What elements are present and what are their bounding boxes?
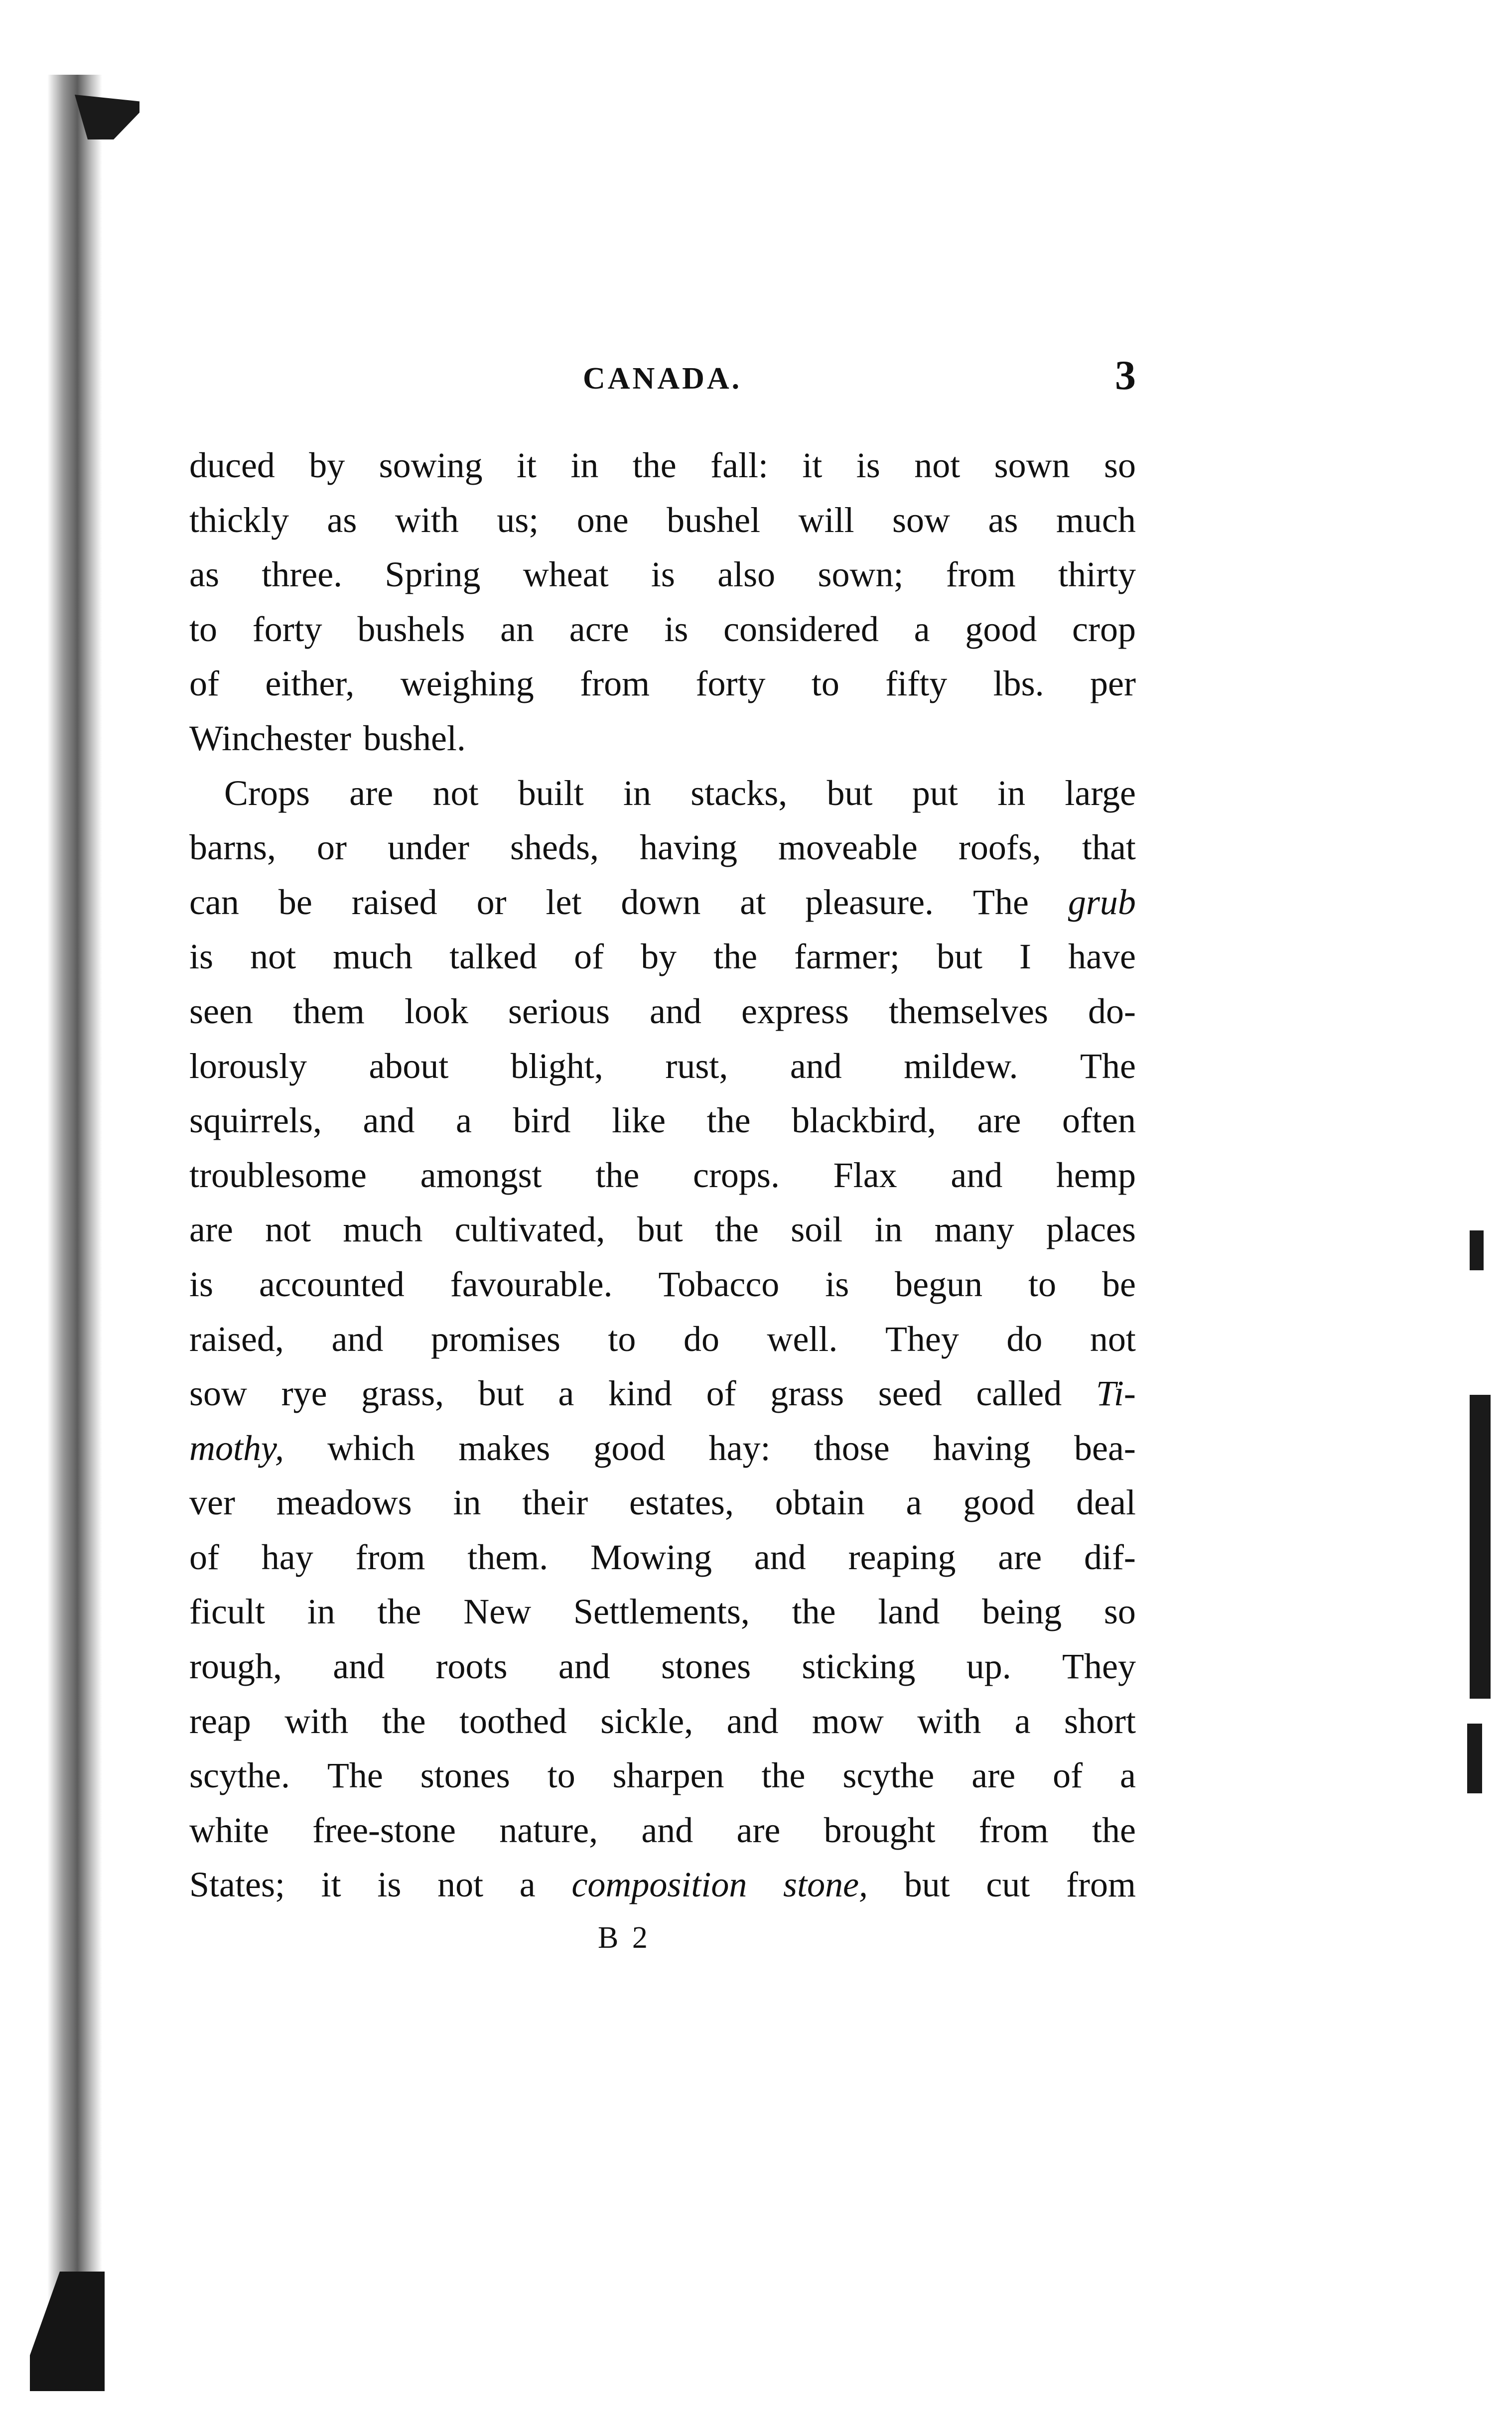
word: weighing — [400, 664, 534, 704]
word: Crops — [224, 773, 310, 813]
word: are — [998, 1537, 1042, 1577]
word: is — [825, 1264, 849, 1304]
word: are — [736, 1810, 781, 1850]
word: of — [706, 1373, 736, 1414]
word: to — [811, 664, 839, 704]
word: sharpen — [612, 1755, 724, 1796]
word: Mowing — [590, 1537, 712, 1577]
word: pleasure. — [805, 882, 934, 922]
word: Tobacco — [658, 1264, 780, 1304]
text-line — [189, 1421, 1136, 1476]
word: it — [802, 445, 823, 485]
word: per — [1090, 664, 1136, 704]
word: blackbird, — [792, 1100, 937, 1141]
word: reap — [189, 1701, 251, 1741]
word: crop — [1072, 609, 1136, 649]
word: sow — [892, 500, 951, 540]
word: thickly — [189, 500, 289, 540]
word: meadows — [276, 1482, 412, 1523]
word: with — [917, 1701, 981, 1741]
word: express — [741, 991, 849, 1031]
word: duced — [189, 445, 275, 485]
word: the — [632, 445, 677, 485]
word: hay — [261, 1537, 313, 1577]
word: well. — [767, 1319, 838, 1359]
word: by — [309, 445, 345, 485]
word: the — [713, 937, 758, 977]
word: but — [937, 937, 983, 977]
word: grass — [770, 1373, 844, 1414]
word: a — [558, 1373, 574, 1414]
word: in — [874, 1210, 903, 1250]
word: a — [1014, 1701, 1031, 1741]
text-line — [189, 930, 1136, 984]
word: in — [623, 773, 652, 813]
word: do- — [1088, 991, 1136, 1031]
word: that — [1082, 827, 1136, 868]
text-line — [189, 1749, 1136, 1803]
text-line — [189, 1803, 1136, 1858]
word: are — [977, 1100, 1021, 1141]
word: often — [1062, 1100, 1136, 1141]
text-line — [189, 1093, 1136, 1148]
word: States; — [189, 1865, 285, 1905]
text-line — [189, 1858, 1136, 1912]
word: a — [914, 609, 930, 649]
text-line — [189, 547, 1136, 602]
word: white — [189, 1810, 269, 1850]
text-line — [189, 1476, 1136, 1530]
word: forty — [695, 664, 766, 704]
word: dif- — [1084, 1537, 1136, 1577]
bleed-through-mark — [1467, 1724, 1482, 1793]
word: the — [761, 1755, 806, 1796]
word: of — [574, 937, 604, 977]
word: cultivated, — [454, 1210, 605, 1250]
word: short — [1064, 1701, 1136, 1741]
word: bushels — [357, 609, 465, 649]
word: sown — [994, 445, 1070, 485]
word: scythe — [842, 1755, 935, 1796]
word: or — [316, 827, 347, 868]
text-line — [189, 438, 1136, 493]
word: good — [593, 1428, 666, 1468]
word: Winchester — [189, 718, 351, 758]
word: land — [878, 1592, 940, 1632]
word: of — [1053, 1755, 1083, 1796]
word: farmer; — [794, 937, 900, 977]
word: them. — [467, 1537, 549, 1577]
word: having — [933, 1428, 1031, 1468]
word: roots — [435, 1646, 508, 1687]
word: mildew. — [904, 1046, 1018, 1086]
word: grass, — [361, 1373, 444, 1414]
word: from — [355, 1537, 425, 1577]
word: from — [946, 554, 1016, 595]
word: look — [404, 991, 468, 1031]
word: to — [189, 609, 218, 649]
word: in — [307, 1592, 335, 1632]
text-line — [189, 766, 1136, 821]
word: at — [740, 882, 766, 922]
word: troublesome — [189, 1155, 367, 1195]
word: the — [382, 1701, 426, 1741]
word: of — [189, 664, 219, 704]
text-line — [189, 711, 1136, 766]
text-line — [189, 1039, 1136, 1094]
word: obtain — [775, 1482, 865, 1523]
word: nature, — [499, 1810, 598, 1850]
word: bea- — [1074, 1428, 1136, 1468]
word: put — [912, 773, 958, 813]
word: or — [476, 882, 507, 922]
word: three. — [262, 554, 343, 595]
word: and — [363, 1100, 415, 1141]
word: Flax — [833, 1155, 897, 1195]
text-line — [189, 875, 1136, 930]
word: in — [997, 773, 1026, 813]
word: also — [717, 554, 776, 595]
word: kind — [608, 1373, 672, 1414]
word: reaping — [848, 1537, 956, 1577]
word: to — [547, 1755, 575, 1796]
word: ver — [189, 1482, 235, 1523]
word: from — [978, 1810, 1049, 1850]
word: mothy, — [189, 1428, 284, 1468]
word: it — [321, 1865, 341, 1905]
word: cut — [986, 1865, 1030, 1905]
word: to — [1028, 1264, 1057, 1304]
bleed-through-mark — [1470, 1230, 1484, 1270]
text-line — [189, 657, 1136, 711]
word: squirrels, — [189, 1100, 322, 1141]
word: the — [715, 1210, 759, 1250]
word: and — [726, 1701, 779, 1741]
word: hemp — [1056, 1155, 1136, 1195]
word: wheat — [523, 554, 609, 595]
word: sown; — [818, 554, 904, 595]
word: by — [641, 937, 677, 977]
page-number: 3 — [1115, 352, 1136, 399]
word: and — [650, 991, 701, 1031]
word: Spring — [385, 554, 481, 595]
word: places — [1046, 1210, 1136, 1250]
word: not — [1090, 1319, 1136, 1359]
word: serious — [508, 991, 610, 1031]
word: either, — [265, 664, 355, 704]
word: much — [333, 937, 413, 977]
word: a — [519, 1865, 536, 1905]
word: hay: — [708, 1428, 771, 1468]
word: as — [327, 500, 357, 540]
word: They — [1062, 1646, 1136, 1687]
word: Ti- — [1096, 1373, 1136, 1414]
word: one — [576, 500, 629, 540]
word: free-stone — [312, 1810, 456, 1850]
word: and — [790, 1046, 842, 1086]
word: makes — [458, 1428, 550, 1468]
text-line — [189, 1312, 1136, 1367]
word: and — [558, 1646, 610, 1687]
word: sticking — [802, 1646, 916, 1687]
page-binding-mark-bottom — [30, 2272, 105, 2391]
word: sow — [189, 1373, 248, 1414]
word: is — [189, 1264, 214, 1304]
word: amongst — [420, 1155, 542, 1195]
word: ficult — [189, 1592, 265, 1632]
word: accounted — [259, 1264, 405, 1304]
word: thirty — [1058, 554, 1136, 595]
word: and — [331, 1319, 384, 1359]
word: not — [250, 937, 296, 977]
page-header — [204, 351, 1136, 406]
word: it — [517, 445, 537, 485]
word: considered — [723, 609, 879, 649]
word: having — [640, 827, 737, 868]
word: from — [580, 664, 650, 704]
word: do — [683, 1319, 719, 1359]
word: from — [1066, 1865, 1136, 1905]
word: promises — [430, 1319, 560, 1359]
word: and — [641, 1810, 693, 1850]
word: the — [1092, 1810, 1136, 1850]
bleed-through-mark — [1470, 1395, 1491, 1699]
word: good — [965, 609, 1037, 649]
word: seen — [189, 991, 253, 1031]
word: the — [595, 1155, 640, 1195]
word: so — [1103, 445, 1136, 485]
text-line — [189, 1257, 1136, 1312]
word: New — [463, 1592, 532, 1632]
word: as — [189, 554, 219, 595]
word: being — [982, 1592, 1062, 1632]
word: built — [518, 773, 584, 813]
word: have — [1068, 937, 1136, 977]
word: stacks, — [690, 773, 788, 813]
word: the — [377, 1592, 421, 1632]
word: up. — [966, 1646, 1011, 1687]
word: is — [189, 937, 214, 977]
word: those — [814, 1428, 890, 1468]
word: are — [971, 1755, 1016, 1796]
word: in — [570, 445, 599, 485]
word: sheds, — [510, 827, 599, 868]
word: large — [1065, 773, 1136, 813]
word: much — [343, 1210, 423, 1250]
word: good — [963, 1482, 1035, 1523]
word: The — [972, 882, 1029, 922]
word: themselves — [889, 991, 1048, 1031]
word: barns, — [189, 827, 276, 868]
word: estates, — [629, 1482, 734, 1523]
word: blight, — [510, 1046, 603, 1086]
text-line — [189, 1639, 1136, 1694]
word: in — [453, 1482, 481, 1523]
running-head: CANADA. — [583, 362, 742, 396]
text-line — [189, 820, 1136, 875]
word: the — [792, 1592, 836, 1632]
word: an — [500, 609, 535, 649]
word: and — [754, 1537, 806, 1577]
word: about — [369, 1046, 449, 1086]
word: bushel. — [363, 718, 466, 758]
word: a — [906, 1482, 922, 1523]
word: brought — [824, 1810, 936, 1850]
word: are — [349, 773, 394, 813]
word: I — [1019, 937, 1032, 977]
word: stone, — [783, 1865, 868, 1905]
body-text — [189, 438, 1136, 1912]
word: deal — [1076, 1482, 1136, 1523]
word: lbs. — [993, 664, 1044, 704]
text-line — [189, 602, 1136, 657]
word: do — [1006, 1319, 1043, 1359]
word: let — [546, 882, 582, 922]
word: stones — [661, 1646, 751, 1687]
word: lorously — [189, 1046, 307, 1086]
text-line — [189, 1366, 1136, 1421]
word: favourable. — [450, 1264, 613, 1304]
text-line — [189, 1530, 1136, 1585]
word: but — [478, 1373, 524, 1414]
word: but — [637, 1210, 683, 1250]
word: is — [651, 554, 675, 595]
word: down — [621, 882, 701, 922]
word: grub — [1068, 882, 1136, 922]
text-line — [189, 984, 1136, 1039]
word: a — [1120, 1755, 1136, 1796]
page-binding-shadow — [47, 75, 102, 2391]
word: which — [327, 1428, 415, 1468]
word: sickle, — [600, 1701, 693, 1741]
word: not — [432, 773, 479, 813]
word: is — [377, 1865, 402, 1905]
word: toothed — [459, 1701, 567, 1741]
word: but — [826, 773, 873, 813]
word: be — [1102, 1264, 1136, 1304]
word: their — [522, 1482, 588, 1523]
word: stones — [420, 1755, 510, 1796]
word: They — [885, 1319, 959, 1359]
word: will — [798, 500, 854, 540]
text-line — [189, 1148, 1136, 1203]
word: The — [327, 1755, 383, 1796]
word: so — [1103, 1592, 1136, 1632]
word: fifty — [885, 664, 948, 704]
word: are — [189, 1210, 233, 1250]
text-line — [189, 1585, 1136, 1639]
word: begun — [895, 1264, 983, 1304]
word: bushel — [667, 500, 761, 540]
word: seed — [878, 1373, 942, 1414]
word: rust, — [665, 1046, 728, 1086]
word: to — [608, 1319, 636, 1359]
word: not — [265, 1210, 311, 1250]
text-line — [189, 1203, 1136, 1257]
word: as — [988, 500, 1018, 540]
word: composition — [571, 1865, 747, 1905]
word: crops. — [692, 1155, 780, 1195]
word: scythe. — [189, 1755, 290, 1796]
word: and — [951, 1155, 1003, 1195]
word: and — [333, 1646, 385, 1687]
word: of — [189, 1537, 219, 1577]
text-line — [189, 1694, 1136, 1749]
word: bird — [513, 1100, 571, 1141]
word: like — [612, 1100, 666, 1141]
word: them — [292, 991, 365, 1031]
word: roofs, — [958, 827, 1041, 868]
word: Settlements, — [573, 1592, 750, 1632]
word: fall: — [710, 445, 769, 485]
word: but — [904, 1865, 950, 1905]
word: acre — [569, 609, 629, 649]
word: not — [914, 445, 961, 485]
word: raised, — [189, 1319, 284, 1359]
word: under — [388, 827, 469, 868]
word: is — [856, 445, 880, 485]
word: sowing — [379, 445, 483, 485]
word: much — [1056, 500, 1136, 540]
word: with — [395, 500, 459, 540]
word: called — [976, 1373, 1062, 1414]
word: many — [934, 1210, 1014, 1250]
word: talked — [449, 937, 538, 977]
word: be — [278, 882, 312, 922]
word: can — [189, 882, 239, 922]
word: rough, — [189, 1646, 282, 1687]
word: the — [706, 1100, 751, 1141]
word: a — [456, 1100, 472, 1141]
word: rye — [281, 1373, 327, 1414]
word: is — [664, 609, 688, 649]
word: raised — [351, 882, 437, 922]
word: soil — [791, 1210, 843, 1250]
word: forty — [252, 609, 322, 649]
text-line — [189, 493, 1136, 548]
word: not — [437, 1865, 484, 1905]
word: us; — [497, 500, 539, 540]
word: moveable — [778, 827, 918, 868]
word: mow — [812, 1701, 884, 1741]
word: The — [1080, 1046, 1136, 1086]
signature-mark: B 2 — [598, 1921, 651, 1955]
word: with — [284, 1701, 349, 1741]
